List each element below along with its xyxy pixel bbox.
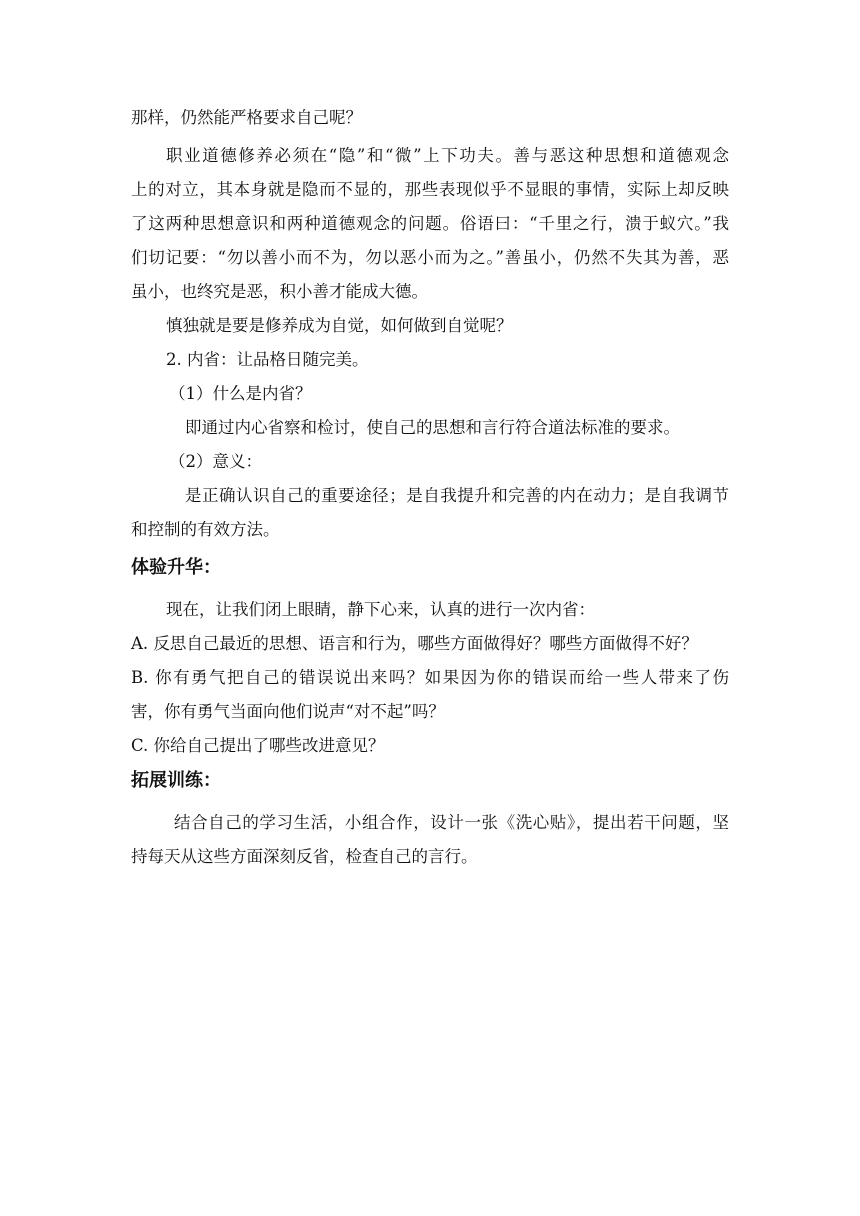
- paragraph-line: 即通过内心省察和检讨，使自己的思想和言行符合道法标准的要求。: [185, 418, 680, 437]
- sub-heading: （2）意义：: [169, 452, 262, 471]
- list-item: C. 你给自己提出了哪些改进意见？: [131, 736, 385, 755]
- sub-heading: （1）什么是内省？: [169, 384, 312, 403]
- paragraph-line: 慎独就是要是修养成为自觉，如何做到自觉呢？: [166, 316, 513, 335]
- paragraph-line: 是正确认识自己的重要途径；是自我提升和完善的内在动力；是自我调节: [185, 486, 729, 505]
- paragraph-line: 那样，仍然能严格要求自己呢？: [131, 108, 362, 127]
- list-item: B. 你有勇气把自己的错误说出来吗？如果因为你的错误而给一些人带来了伤: [131, 668, 729, 687]
- list-item: A. 反思自己最近的思想、语言和行为，哪些方面做得好？哪些方面做得不好？: [131, 634, 698, 653]
- numbered-heading: 2. 内省：让品格日随完美。: [166, 350, 369, 369]
- paragraph-line: 虽小，也终究是恶，积小善才能成大德。: [131, 282, 428, 301]
- paragraph-line: 们切记要：“勿以善小而不为，勿以恶小而为之。”善虽小，仍然不失其为善，恶: [131, 248, 729, 267]
- paragraph-line: 上的对立，其本身就是隐而不显的，那些表现似乎不显眼的事情，实际上却反映: [131, 180, 729, 199]
- paragraph-line: 职业道德修养必须在“隐”和“微”上下功夫。善与恶这种思想和道德观念: [166, 146, 729, 165]
- paragraph-line: 了这两种思想意识和两种道德观念的问题。俗语曰：“千里之行，溃于蚁穴。”我: [131, 214, 729, 233]
- paragraph-line: 和控制的有效方法。: [131, 520, 280, 539]
- paragraph-line: 持每天从这些方面深刻反省，检查自己的言行。: [131, 847, 478, 866]
- section-heading-extension: 拓展训练：: [131, 770, 221, 791]
- paragraph-line: 现在，让我们闭上眼睛，静下心来，认真的进行一次内省：: [166, 600, 595, 619]
- list-item-continuation: 害，你有勇气当面向他们说声“对不起”吗？: [131, 702, 445, 721]
- section-heading-experience: 体验升华：: [131, 557, 221, 578]
- paragraph-line: 结合自己的学习生活，小组合作，设计一张《洗心贴》，提出若干问题，坚: [174, 813, 729, 832]
